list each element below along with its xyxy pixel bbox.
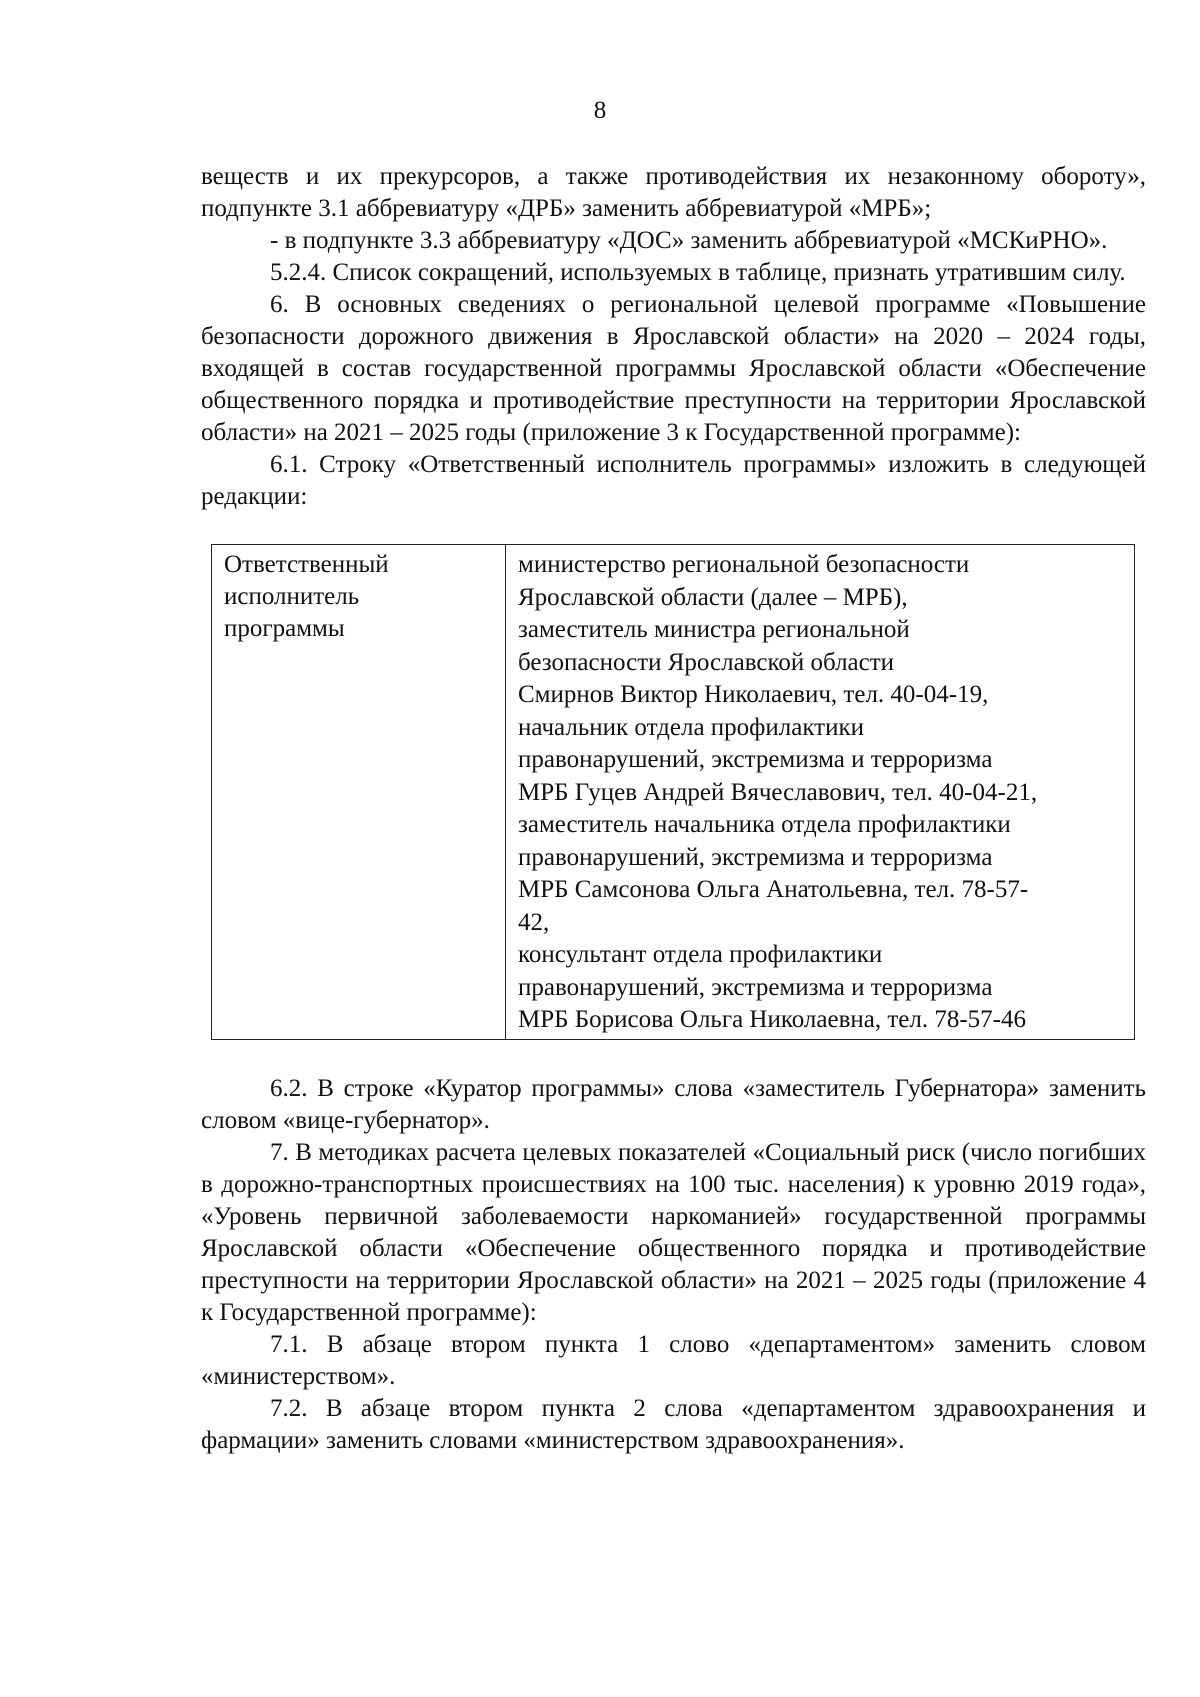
paragraph-7-2: 7.2. В абзаце втором пункта 2 слова «департаментом здравоохранения и фармации» заменить словами «министерством здравоохранения». <box>201 1394 1146 1454</box>
responsible-executor-table <box>211 544 1135 1040</box>
paragraph-continuation: веществ и их прекурсоров, а также противодействия их незаконному обороту», подпункте 3.1 аббревиатуру «ДРБ» заменить аббревиатурой «МРБ»; <box>201 163 1146 222</box>
value-line: заместитель министра региональной <box>518 616 910 643</box>
value-line: министерство региональной безопасности <box>518 551 970 578</box>
table-row <box>212 545 1135 1040</box>
value-line: МРБ Борисова Ольга Николаевна, тел. 78-57-46 <box>518 1006 1026 1033</box>
paragraph-subclause-3-3: - в подпункте 3.3 аббревиатуру «ДОС» заменить аббревиатурой «МСКиРНО». <box>270 227 1108 254</box>
value-line: МРБ Самсонова Ольга Анатольевна, тел. 78-57- <box>518 876 1029 903</box>
document-body <box>201 161 1146 1457</box>
paragraph-5-2-4: 5.2.4. Список сокращений, используемых в таблице, признать утратившим силу. <box>270 259 1126 286</box>
label-line: программы <box>224 615 345 642</box>
label-line: Ответственный <box>224 551 389 578</box>
paragraph-6-1: 6.1. Строку «Ответственный исполнитель программы» изложить в следующей редакции: <box>201 451 1146 510</box>
value-line: безопасности Ярославской области <box>518 648 895 676</box>
value-line: Смирнов Виктор Николаевич, тел. 40-04-19, <box>518 681 989 708</box>
paragraph-6-2: 6.2. В строке «Куратор программы» слова «заместитель Губернатора» заменить словом «вице-губернатор». <box>201 1074 1146 1134</box>
value-line: правонарушений, экстремизма и терроризма <box>518 843 993 871</box>
value-line: правонарушений, экстремизма и терроризма <box>518 746 993 773</box>
paragraph-7: 7. В методиках расчета целевых показателей «Социальный риск (число погибших в дорожно-транспортных происшествиях на 100 тыс. населения) к уровню 2019 года», «Уровень первичной заболеваемости наркоманией» государственной программы Ярославской области «Обеспечение общественного порядка и противодействие преступности на территории Ярославской области» на 2021 – 2025 годы (приложение 4 к Государственной программе): <box>201 1138 1146 1326</box>
value-line: МРБ Гуцев Андрей Вячеславович, тел. 40-04-21, <box>518 778 1038 806</box>
value-line: заместитель начальника отдела профилактики <box>518 811 1011 838</box>
value-line: консультант отдела профилактики <box>518 941 883 968</box>
value-line: правонарушений, экстремизма и терроризма <box>518 973 993 1001</box>
table-cell-label <box>212 545 506 1040</box>
page-number: 8 <box>593 97 607 124</box>
paragraph-7-1: 7.1. В абзаце втором пункта 1 слово «департаментом» заменить словом «министерством». <box>201 1330 1146 1390</box>
responsible-executor-table-wrapper <box>211 544 1146 1040</box>
label-line: исполнитель <box>224 583 360 610</box>
value-line: Ярославской области (далее – МРБ), <box>518 583 908 611</box>
table-cell-value <box>506 545 1135 1040</box>
value-line: начальник отдела профилактики <box>518 713 864 741</box>
value-line: 42, <box>518 908 550 936</box>
paragraph-6: 6. В основных сведениях о региональной целевой программе «Повышение безопасности дорожного движения в Ярославской области» на 2020 – 2024 годы, входящей в состав государственной программы Ярославской области «Обеспечение общественного порядка и противодействие преступности на территории Ярославской области» на 2021 – 2025 годы (приложение 3 к Государственной программе): <box>201 291 1146 446</box>
